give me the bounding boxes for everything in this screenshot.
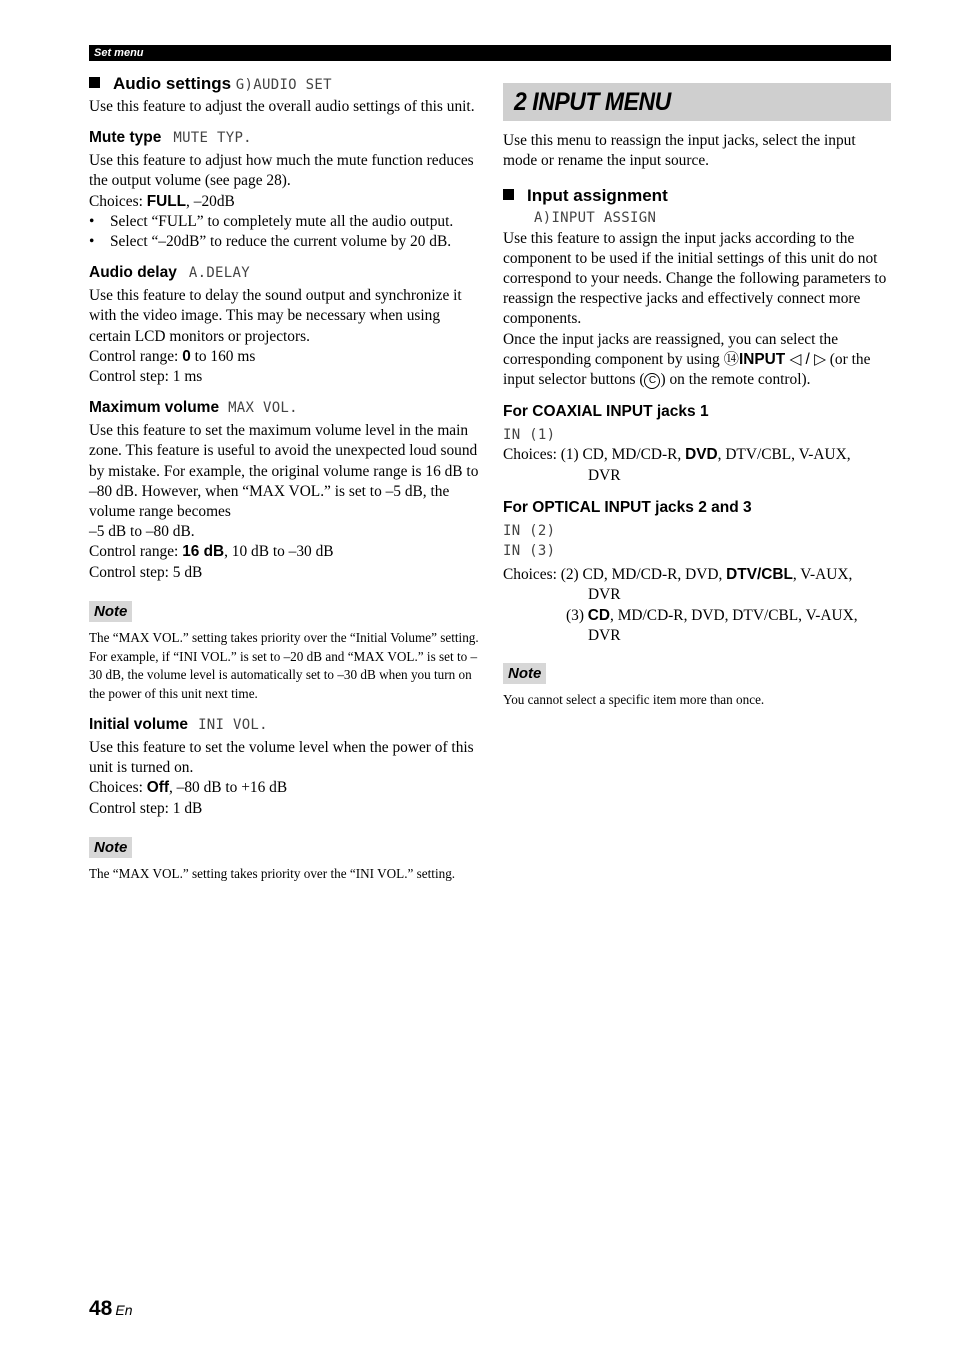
audio-delay-lcd: A.DELAY	[188, 265, 250, 282]
optical-lcd-1: IN (2)	[503, 522, 556, 539]
desc2-part: Once the input jacks are reassigned, you can select the corresponding component by using	[503, 330, 839, 368]
page-language: En	[115, 1302, 133, 1318]
choices-default: Off	[146, 779, 169, 797]
choices-part: , V-AUX,	[792, 566, 853, 584]
desc2-part: ) on the remote control).	[660, 371, 811, 389]
initial-volume-title: Initial volume	[89, 716, 189, 734]
optical-choices-2-cont: DVR	[588, 586, 621, 604]
note-label: Note	[89, 601, 132, 622]
range-prefix: Control range:	[89, 543, 183, 561]
max-volume-lcd: MAX VOL.	[228, 400, 298, 417]
choices-part: (3)	[566, 606, 588, 624]
coaxial-choices-cont: DVR	[588, 466, 621, 484]
note-label: Note	[503, 663, 546, 684]
mute-type-choices	[89, 192, 479, 212]
mute-type-desc: Use this feature to adjust how much the mute function reduces the output volume (see page 28).	[89, 152, 474, 190]
input-menu-banner	[503, 83, 891, 121]
choices-part: , MD/CD-R, DVD, DTV/CBL, V-AUX,	[610, 606, 858, 624]
input-assignment-lcd: A)INPUT ASSIGN	[534, 210, 657, 227]
choices-prefix: Choices:	[89, 192, 147, 210]
coaxial-heading: For COAXIAL INPUT jacks 1	[503, 403, 709, 421]
choices-part: , DTV/CBL, V-AUX,	[717, 446, 851, 464]
range-prefix: Control range:	[89, 347, 183, 365]
mute-type-title: Mute type	[89, 129, 162, 147]
coaxial-lcd: IN (1)	[503, 427, 556, 444]
coaxial-choices	[503, 445, 891, 465]
choices-rest: , –20dB	[186, 192, 235, 210]
desc2-part: (or the input selector buttons (	[503, 350, 871, 389]
optical-lcd-line-1	[503, 521, 891, 541]
audio-delay-step: Control step: 1 ms	[89, 368, 203, 386]
input-assignment-desc2	[503, 330, 891, 391]
input-menu-intro: Use this menu to reassign the input jacks, select the input mode or rename the input source.	[503, 132, 856, 170]
bullet-item: • Select “–20dB” to reduce the current volume by 20 dB.	[89, 232, 479, 252]
max-volume-title: Maximum volume	[89, 399, 220, 417]
page-number-value: 48	[89, 1297, 113, 1320]
max-volume-desc: Use this feature to set the maximum volume level in the main zone. This feature is useful to avoid the unexpected loud sound by mistake. For example, the original volume range is 16 dB to –80 dB. However, when “MAX VOL.” is set to –5 dB, the volume range becomes	[89, 422, 479, 521]
header-bar	[89, 45, 891, 61]
note-text: You cannot select a specific item more than once.	[503, 692, 765, 708]
input-assignment-desc: Use this feature to assign the input jacks according to the component to be used if the initial settings of this unit do not correspond to your needs. Change the following parameters to reassign the respective jacks and effectively connect more components.	[503, 229, 887, 328]
choices-default: DTV/CBL	[726, 566, 793, 584]
max-volume-desc2: –5 dB to –80 dB.	[89, 523, 195, 541]
initial-volume-step: Control step: 1 dB	[89, 799, 203, 817]
coaxial-lcd-line	[503, 425, 891, 445]
optical-choices-2	[503, 565, 891, 585]
initial-volume-desc: Use this feature to set the volume level when the power of this unit is turned on.	[89, 739, 474, 777]
audio-settings-heading	[89, 72, 479, 97]
choices-default: CD	[587, 606, 611, 624]
mute-type-bullets	[89, 212, 479, 252]
audio-settings-title: Audio settings	[113, 74, 232, 93]
page-number	[89, 1295, 132, 1324]
audio-delay-title: Audio delay	[89, 264, 177, 282]
max-volume-step: Control step: 5 dB	[89, 563, 203, 581]
initial-volume-heading	[89, 714, 479, 736]
header-label: Set menu	[94, 47, 144, 59]
mute-type-lcd: MUTE TYP.	[173, 130, 252, 147]
circled-c-icon: C	[644, 373, 660, 389]
mute-type-heading	[89, 127, 479, 149]
choices-prefix: Choices:	[89, 779, 147, 797]
input-key-label: INPUT	[738, 350, 786, 368]
bullet-item: • Select “FULL” to completely mute all the audio output.	[89, 212, 479, 232]
square-bullet-icon	[89, 77, 100, 88]
choices-rest: , –80 dB to +16 dB	[168, 779, 288, 797]
max-volume-heading	[89, 397, 479, 419]
audio-delay-heading	[89, 262, 479, 284]
key-number: ⑭	[723, 350, 739, 368]
input-assignment-lcd-line	[503, 208, 891, 228]
right-column	[503, 72, 891, 710]
range-default: 0	[182, 347, 191, 365]
input-assignment-heading	[503, 184, 891, 208]
input-assignment-title: Input assignment	[527, 186, 668, 206]
audio-delay-desc: Use this feature to delay the sound output and synchronize it with the video image. This may be necessary when using certain LCD monitors or projectors.	[89, 287, 462, 345]
input-menu-title: 2 INPUT MENU	[514, 88, 671, 116]
choices-default: DVD	[685, 446, 718, 464]
audio-settings-lcd: G)AUDIO SET	[235, 77, 332, 93]
range-rest: , 10 dB to –30 dB	[224, 543, 334, 561]
optical-choices-3-cont: DVR	[588, 626, 621, 644]
optical-lcd-2: IN (3)	[503, 543, 556, 560]
initial-volume-lcd: INI VOL.	[198, 717, 268, 734]
note-label: Note	[89, 837, 132, 858]
optical-choices-3	[503, 606, 891, 626]
square-bullet-icon	[503, 189, 514, 200]
optical-lcd-line-2	[503, 541, 891, 561]
choices-part: Choices: (1) CD, MD/CD-R,	[503, 446, 686, 464]
left-column	[89, 72, 479, 884]
choices-part: Choices: (2) CD, MD/CD-R, DVD,	[503, 566, 727, 584]
left-right-arrow-icon: ◁ / ▷	[785, 350, 826, 368]
optical-heading: For OPTICAL INPUT jacks 2 and 3	[503, 498, 752, 516]
note-text: The “MAX VOL.” setting takes priority over the “INI VOL.” setting.	[89, 865, 456, 881]
max-volume-range	[89, 542, 479, 562]
audio-delay-range	[89, 347, 479, 367]
initial-volume-choices	[89, 778, 479, 798]
note-text: The “MAX VOL.” setting takes priority over the “Initial Volume” setting. For example, if “INI VOL.” is set to –20 dB and “MAX VOL.” is set to –30 dB, the volume level is automatically set to –30 dB when you turn on the power of this unit next time.	[89, 629, 479, 702]
choices-default: FULL	[146, 192, 187, 210]
range-default: 16 dB	[182, 543, 225, 561]
audio-settings-desc: Use this feature to adjust the overall audio settings of this unit.	[89, 98, 475, 115]
range-rest: to 160 ms	[190, 347, 256, 365]
